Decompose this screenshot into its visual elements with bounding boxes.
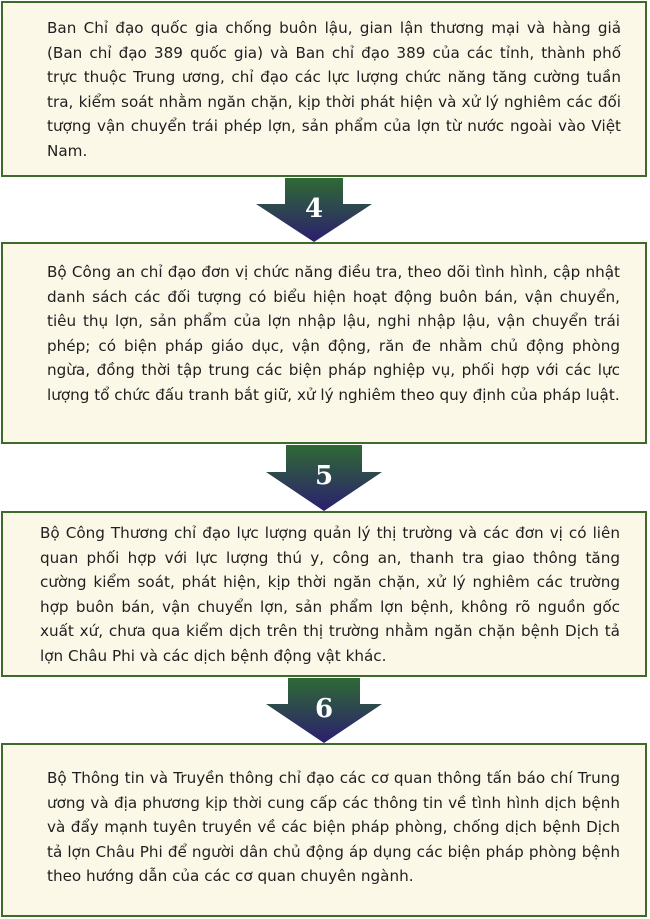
- step-box-5: [1, 511, 647, 677]
- step-box-6: [1, 743, 647, 917]
- step-number: 6: [314, 694, 334, 724]
- step-arrow-6: [266, 678, 382, 743]
- step-text: Ban Chỉ đạo quốc gia chống buôn lậu, gian lận thương mại và hàng giả (Ban chỉ đạo 389 quốc gia) và Ban chỉ đạo 389 của các tỉnh, thành phố trực thuộc Trung ương, chỉ đạo các lực lượng chức năng tăng cường tuần tra, kiểm soát nhằm ngăn chặn, kịp thời phát hiện và xử lý nghiêm các đối tượng vận chuyển trái phép lợn, sản phẩm của lợn từ nước ngoài vào Việt Nam.: [47, 19, 621, 160]
- step-box-4: [1, 242, 647, 444]
- step-text: Bộ Công Thương chỉ đạo lực lượng quản lý thị trường và các đơn vị có liên quan phối hợp với lực lượng thú y, công an, thanh tra giao thông tăng cường kiểm soát, phát hiện, kịp thời ngăn chặn, xử lý nghiêm các trường hợp buôn bán, vận chuyển lợn, sản phẩm lợn bệnh, không rõ nguồn gốc xuất xứ, chưa qua kiểm dịch trên thị trường nhằm ngăn chặn bệnh Dịch tả lợn Châu Phi và các dịch bệnh động vật khác.: [40, 524, 620, 665]
- step-text: Bộ Công an chỉ đạo đơn vị chức năng điều tra, theo dõi tình hình, cập nhật danh sách các đối tượng có biểu hiện hoạt động buôn bán, vận chuyển, tiêu thụ lợn, sản phẩm của lợn nhập lậu, nghi nhập lậu, vận chuyển trái phép; có biện pháp giáo dục, vận động, răn đe nhằm chủ động phòng ngừa, đồng thời tập trung các biện pháp nghiệp vụ, phối hợp với các lực lượng tổ chức đấu tranh bắt giữ, xử lý nghiêm theo quy định của pháp luật.: [47, 263, 620, 404]
- step-box-3: [1, 1, 647, 177]
- step-text: Bộ Thông tin và Truyền thông chỉ đạo các cơ quan thông tấn báo chí Trung ương và địa phương kịp thời cung cấp các thông tin về tình hình dịch bệnh và đẩy mạnh tuyên truyền về các biện pháp phòng, chống dịch bệnh Dịch tả lợn Châu Phi để người dân chủ động áp dụng các biện pháp phòng bệnh theo hướng dẫn của các cơ quan chuyên ngành.: [47, 769, 620, 885]
- step-arrow-4: [256, 178, 372, 242]
- step-number: 4: [304, 194, 324, 224]
- step-number: 5: [314, 461, 334, 491]
- step-arrow-5: [266, 445, 382, 511]
